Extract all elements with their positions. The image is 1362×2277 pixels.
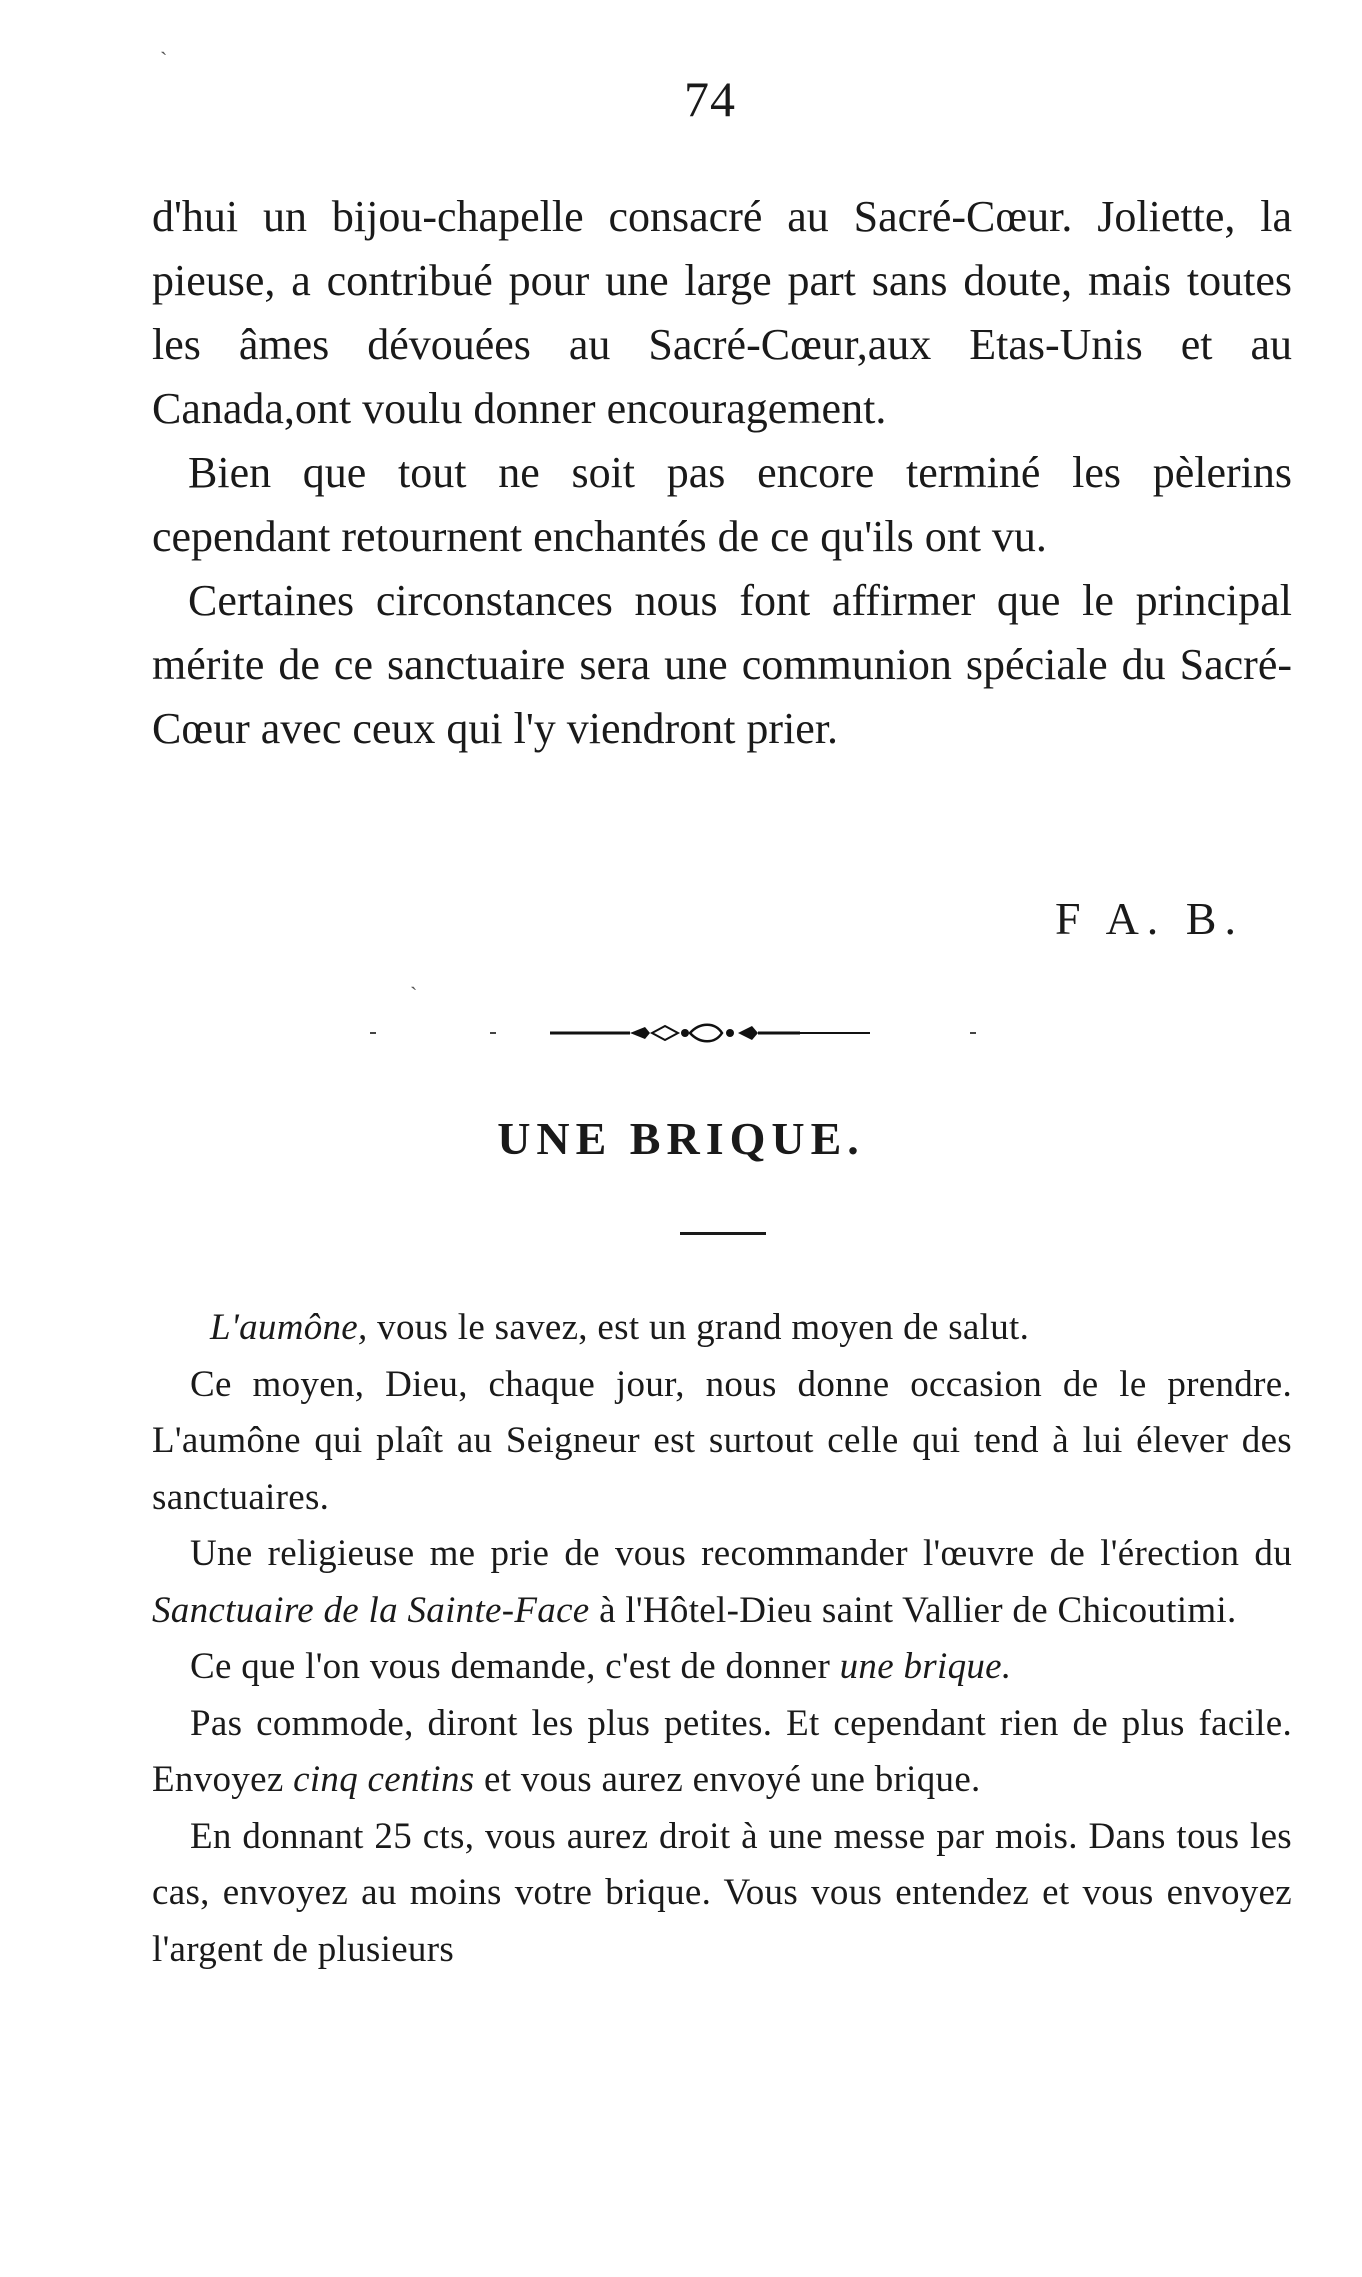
page-number: 74 [684, 71, 736, 127]
print-speck: ˎ [410, 965, 418, 990]
text-run: Une religieuse me prie de vous recommander l'œuvre de l'érection du [190, 1533, 1292, 1574]
continued-article [152, 185, 1292, 761]
text-run: vous le savez, est un grand moyen de salut. [367, 1307, 1030, 1348]
text-run: et vous aurez envoyé une brique. [474, 1759, 981, 1800]
italic-phrase: une brique. [839, 1646, 1012, 1687]
paragraph [152, 1696, 1292, 1809]
paragraph [152, 1526, 1292, 1639]
italic-phrase: L'aumône, [210, 1307, 368, 1348]
section-title: UNE BRIQUE. [497, 1113, 865, 1164]
author-signature: F A. B. [1055, 893, 1244, 944]
section-divider-ornament [360, 1018, 1000, 1048]
paragraph [152, 1639, 1292, 1696]
paragraph: Certaines circonstances nous font affirmer que le principal mérite de ce sanctuaire sera une communion spéciale du Sacré-Cœur avec ceux qui l'y viendront prier. [152, 576, 1292, 753]
text-run: à l'Hôtel-Dieu saint Vallier de Chicoutimi. [589, 1589, 1237, 1631]
text-run: Pas commode, diront les plus petites. Et cependant rien de plus facile. Envoyez [152, 1702, 1292, 1800]
print-speck: ˎ [160, 30, 168, 55]
italic-phrase: cinq centins [293, 1759, 475, 1800]
article-une-brique [152, 1300, 1292, 1978]
paragraph: d'hui un bijou-chapelle consacré au Sacré-Cœur. Joliette, la pieuse, a contribué pour une large part sans doute, mais toutes les âmes dévouées au Sacré-Cœur,aux Etas-Unis et au Canada,ont voulu donner encouragement. [152, 192, 1292, 433]
paragraph: Bien que tout ne soit pas encore terminé les pèlerins cependant retournent enchantés de ce qu'ils ont vu. [152, 448, 1292, 561]
italic-phrase: Sanctuaire de la Sainte-Face [152, 1589, 590, 1631]
paragraph: Ce moyen, Dieu, chaque jour, nous donne occasion de le prendre. L'aumône qui plaît au Seigneur est surtout celle qui tend à lui élever des sanctuaires. [152, 1363, 1292, 1518]
paragraph [152, 1300, 1292, 1357]
title-underline-rule [680, 1232, 766, 1235]
paragraph: En donnant 25 cts, vous aurez droit à une messe par mois. Dans tous les cas, envoyez au moins votre brique. Vous vous entendez et vous envoyez l'argent de plusieurs [152, 1815, 1292, 1970]
text-run: Ce que l'on vous demande, c'est de donner [190, 1646, 840, 1687]
